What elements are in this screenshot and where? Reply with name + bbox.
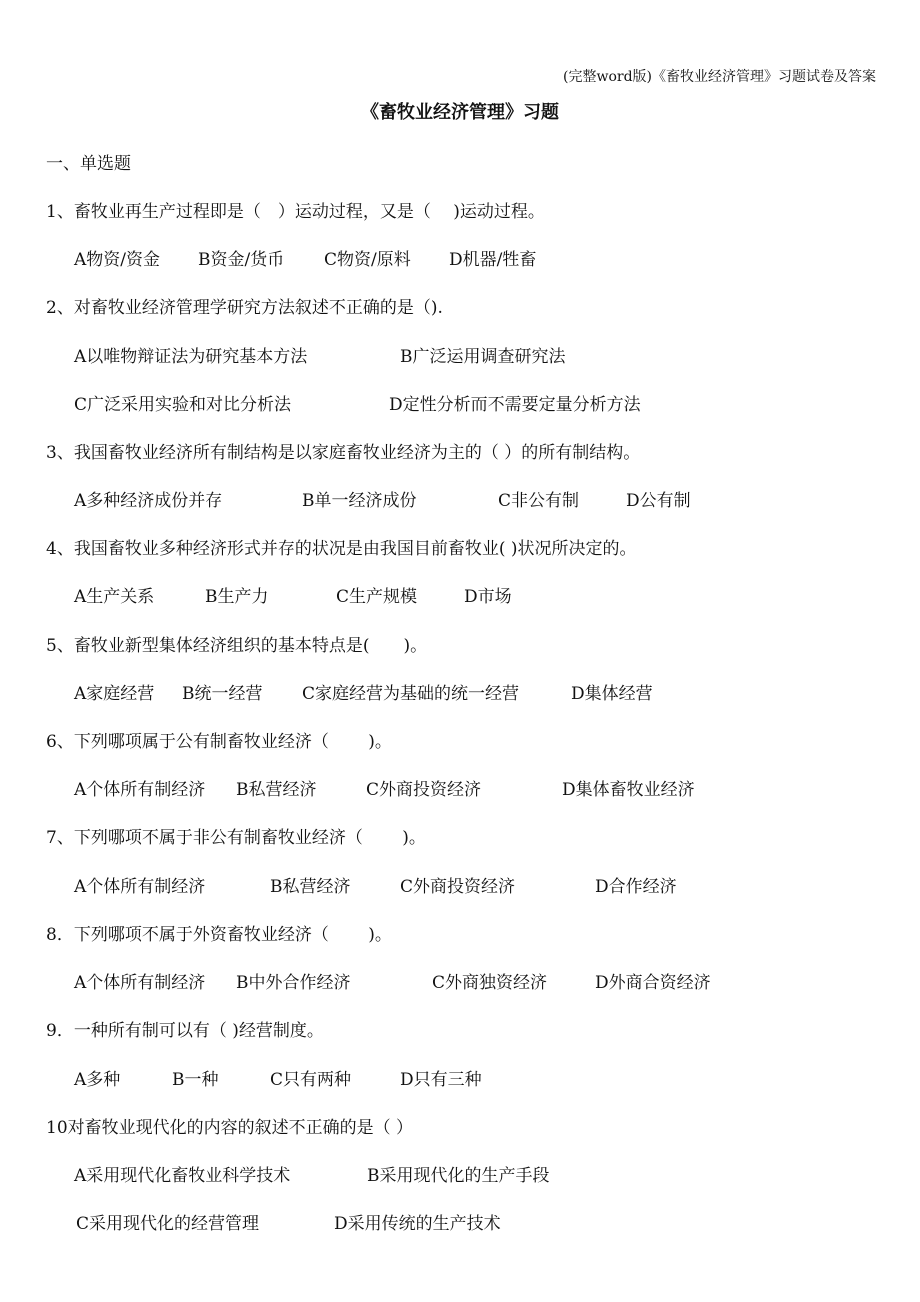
question-5: 5、畜牧业新型集体经济组织的基本特点是( )。 — [46, 636, 428, 656]
option-c: C生产规模 — [336, 587, 418, 607]
option-a: A个体所有制经济 — [74, 780, 206, 800]
option-b: B生产力 — [205, 587, 269, 607]
question-4: 4、我国畜牧业多种经济形式并存的状况是由我国目前畜牧业( )状况所决定的。 — [46, 539, 637, 559]
option-d: D集体经营 — [571, 684, 653, 704]
question-8: 8．下列哪项不属于外资畜牧业经济（ )。 — [46, 925, 392, 945]
question-7: 7、下列哪项不属于非公有制畜牧业经济（ )。 — [46, 828, 426, 848]
option-c: C物资/原料 — [324, 250, 411, 270]
option-b: B中外合作经济 — [236, 973, 351, 993]
option-c: C家庭经营为基础的统一经营 — [302, 684, 520, 704]
option-d: D定性分析而不需要定量分析方法 — [389, 395, 641, 415]
section-heading: 一、单选题 — [46, 154, 131, 174]
option-c: C外商投资经济 — [366, 780, 482, 800]
option-c: C只有两种 — [270, 1070, 352, 1090]
option-c: C广泛采用实验和对比分析法 — [74, 395, 292, 415]
option-d: D只有三种 — [400, 1070, 482, 1090]
question-6: 6、下列哪项属于公有制畜牧业经济（ )。 — [46, 732, 392, 752]
option-b: B私营经济 — [270, 877, 351, 897]
option-a: A生产关系 — [74, 587, 155, 607]
option-c: C采用现代化的经营管理 — [76, 1214, 260, 1234]
option-b: B一种 — [172, 1070, 219, 1090]
option-b: B采用现代化的生产手段 — [367, 1166, 550, 1186]
option-a: A家庭经营 — [74, 684, 155, 704]
option-b: B统一经营 — [182, 684, 263, 704]
question-3: 3、我国畜牧业经济所有制结构是以家庭畜牧业经济为主的（ ）的所有制结构。 — [46, 443, 641, 463]
option-a: A多种 — [74, 1070, 121, 1090]
option-a: A物资/资金 — [74, 250, 161, 270]
option-a: A多种经济成份并存 — [74, 491, 223, 511]
question-10: 10对畜牧业现代化的内容的叙述不正确的是（ ） — [46, 1118, 414, 1138]
document-header: (完整word版)《畜牧业经济管理》习题试卷及答案 — [563, 69, 876, 85]
option-b: B单一经济成份 — [302, 491, 417, 511]
option-d: D合作经济 — [595, 877, 677, 897]
option-c: C非公有制 — [498, 491, 580, 511]
option-a: A个体所有制经济 — [74, 877, 206, 897]
option-d: D公有制 — [626, 491, 691, 511]
option-b: B广泛运用调查研究法 — [400, 347, 566, 367]
option-a: A个体所有制经济 — [74, 973, 206, 993]
option-c: C外商投资经济 — [400, 877, 516, 897]
question-2: 2、对畜牧业经济管理学研究方法叙述不正确的是（). — [46, 298, 443, 318]
option-d: D外商合资经济 — [595, 973, 711, 993]
option-b: B资金/货币 — [198, 250, 285, 270]
page-title: 《畜牧业经济管理》习题 — [361, 102, 559, 123]
question-9: 9．一种所有制可以有（ )经营制度。 — [46, 1021, 324, 1041]
option-d: D采用传统的生产技术 — [334, 1214, 501, 1234]
option-b: B私营经济 — [236, 780, 317, 800]
option-a: A以唯物辩证法为研究基本方法 — [74, 347, 308, 367]
option-d: D市场 — [464, 587, 512, 607]
option-d: D机器/牲畜 — [449, 250, 537, 270]
option-a: A采用现代化畜牧业科学技术 — [74, 1166, 291, 1186]
question-1: 1、畜牧业再生产过程即是（ ）运动过程，又是（ )运动过程。 — [46, 202, 545, 222]
option-d: D集体畜牧业经济 — [562, 780, 695, 800]
option-c: C外商独资经济 — [432, 973, 548, 993]
